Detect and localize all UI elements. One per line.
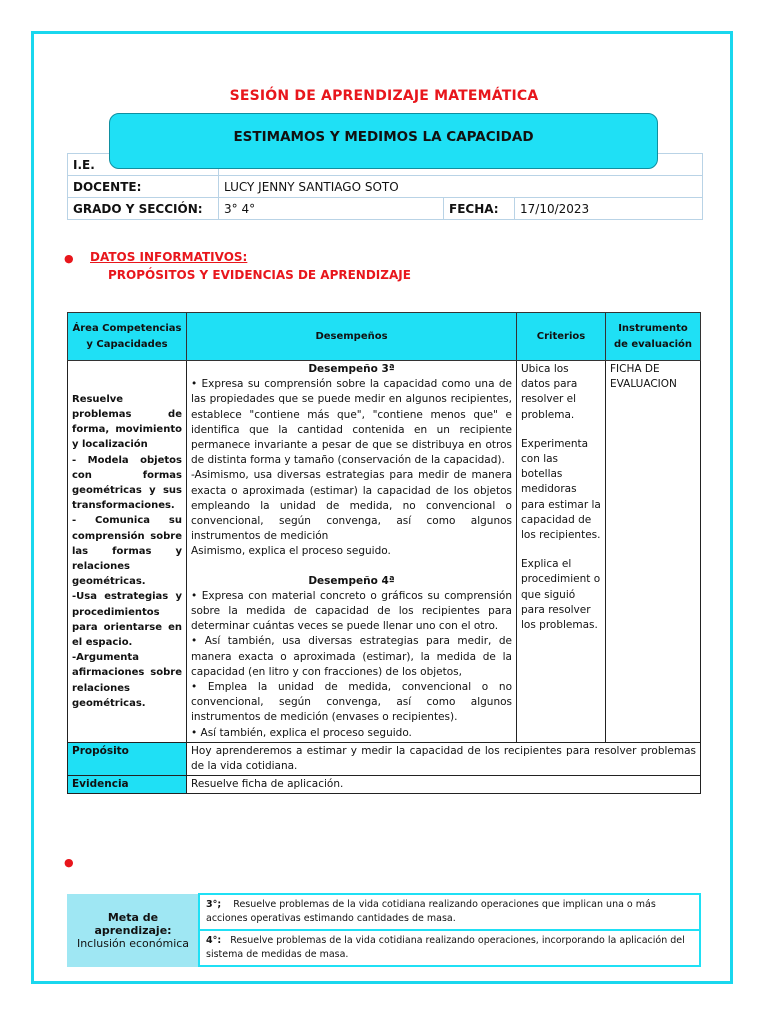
desempeno4-title: Desempeño 4ª [308,574,395,587]
desempeno4-item: • Así también, explica el proceso seguido. [191,726,412,739]
docente-value: LUCY JENNY SANTIAGO SOTO [219,176,703,198]
evidencia-text: Resuelve ficha de aplicación. [187,776,701,794]
desempenos-cell [187,361,517,743]
desempeno3-title: Desempeño 3ª [308,363,395,375]
competencia-item: Resuelve problemas de forma, movimiento y localización [72,393,182,451]
instrumento-cell: FICHA DE EVALUACION [606,361,701,743]
competencias-cell [68,361,187,743]
meta-item-3 [199,894,700,930]
competencia-item: -Usa estrategias y procedimientos para orientarse en el espacio. [72,591,182,649]
meta-item-4 [199,930,700,966]
grado-value: 3° 4° [219,198,444,220]
header-criterios: Criterios [517,313,606,361]
meta-grade-4: 4°: [206,935,222,946]
desempeno3-item: Asimismo, explica el proceso seguido. [191,545,391,558]
competencia-item: - Modela objetos con formas geométricas y sus transformaciones. [72,454,182,512]
propositos-heading: PROPÓSITOS Y EVIDENCIAS DE APRENDIZAJE [108,268,411,282]
competencia-item: - Comunica su comprensión sobre las formas y relaciones geométricas. [72,515,182,588]
desempeno4-item: • Expresa con material concreto o gráficos su comprensión sobre la medida de capacidad de los recipientes para determinar cuántas veces se puede llenar uno con el otro. [191,589,512,633]
session-subtitle: ESTIMAMOS Y MEDIMOS LA CAPACIDAD [109,113,658,169]
fecha-label: FECHA: [444,198,515,220]
criterio-item: Experimenta con las botellas medidoras para estimar la capacidad de los recipientes. [521,437,601,542]
fecha-value: 17/10/2023 [515,198,703,220]
proposito-text: Hoy aprenderemos a estimar y medir la capacidad de los recipientes para resolver problemas de la vida cotidiana. [187,742,701,775]
page-title: SESIÓN DE APRENDIZAJE MATEMÁTICA [229,88,539,104]
competencia-item: -Argumenta afirmaciones sobre relaciones geométricas. [72,652,182,709]
ie-label: I.E. [68,154,219,176]
evidencia-label: Evidencia [68,776,187,794]
bullet-icon: ● [64,856,74,869]
meta-label-subtitle: Inclusión económica [76,936,190,950]
desempeno3-item: • Expresa su comprensión sobre la capacidad como una de las propiedades que se puede medir en algunos recipientes, establece "contiene más que", "contiene menos que" e identifica que la cantidad contenida en un recipiente permanece invariante a pesar de que se distribuya en otros de distinta forma y tamaño (conservación de la capacidad). [191,378,512,467]
meta-label-title: Meta de aprendizaje: [94,910,172,937]
meta-text-4: Resuelve problemas de la vida cotidiana realizando operaciones, incorporando la aplicación del sistema de medidas de masa. [206,935,685,960]
meta-table [67,893,701,967]
meta-grade-3: 3°; [206,899,222,910]
bullet-icon: ● [64,252,74,265]
proposito-label: Propósito [68,742,187,775]
header-desempenos: Desempeños [187,313,517,361]
header-area: Área Competencias y Capacidades [68,313,187,361]
criterio-item: Ubica los datos para resolver el problema. [521,363,578,421]
grado-label: GRADO Y SECCIÓN: [68,198,219,220]
criterio-item: Explica el procedimient o que siguió para resolver los problemas. [521,558,601,632]
desempeno3-item: -Asimismo, usa diversas estrategias para medir de manera exacta o aproximada (estimar) la capacidad de los objetos empleando la unidad de medida, no convencional o convencional, según convenga, así como algunos instrumentos de medición [191,469,512,543]
meta-label [68,894,200,966]
header-instrumento: Instrumento de evaluación [606,313,701,361]
desempeno4-item: • Emplea la unidad de medida, convencional o no convencional, según convenga, así como algunos instrumentos de medición (envases o recipientes). [191,681,512,724]
meta-text-3: Resuelve problemas de la vida cotidiana realizando operaciones que implican una o más acciones operativas estimando cantidades de masa. [206,899,656,924]
docente-label: DOCENTE: [68,176,219,198]
criterios-cell [517,361,606,743]
datos-heading: DATOS INFORMATIVOS: [90,250,248,264]
competencias-table [67,312,701,794]
desempeno4-item: • Así también, usa diversas estrategias para medir, de manera exacta o aproximada (estimar), la medida de la capacidad (en litro y con fracciones) de los objetos, [191,635,512,678]
